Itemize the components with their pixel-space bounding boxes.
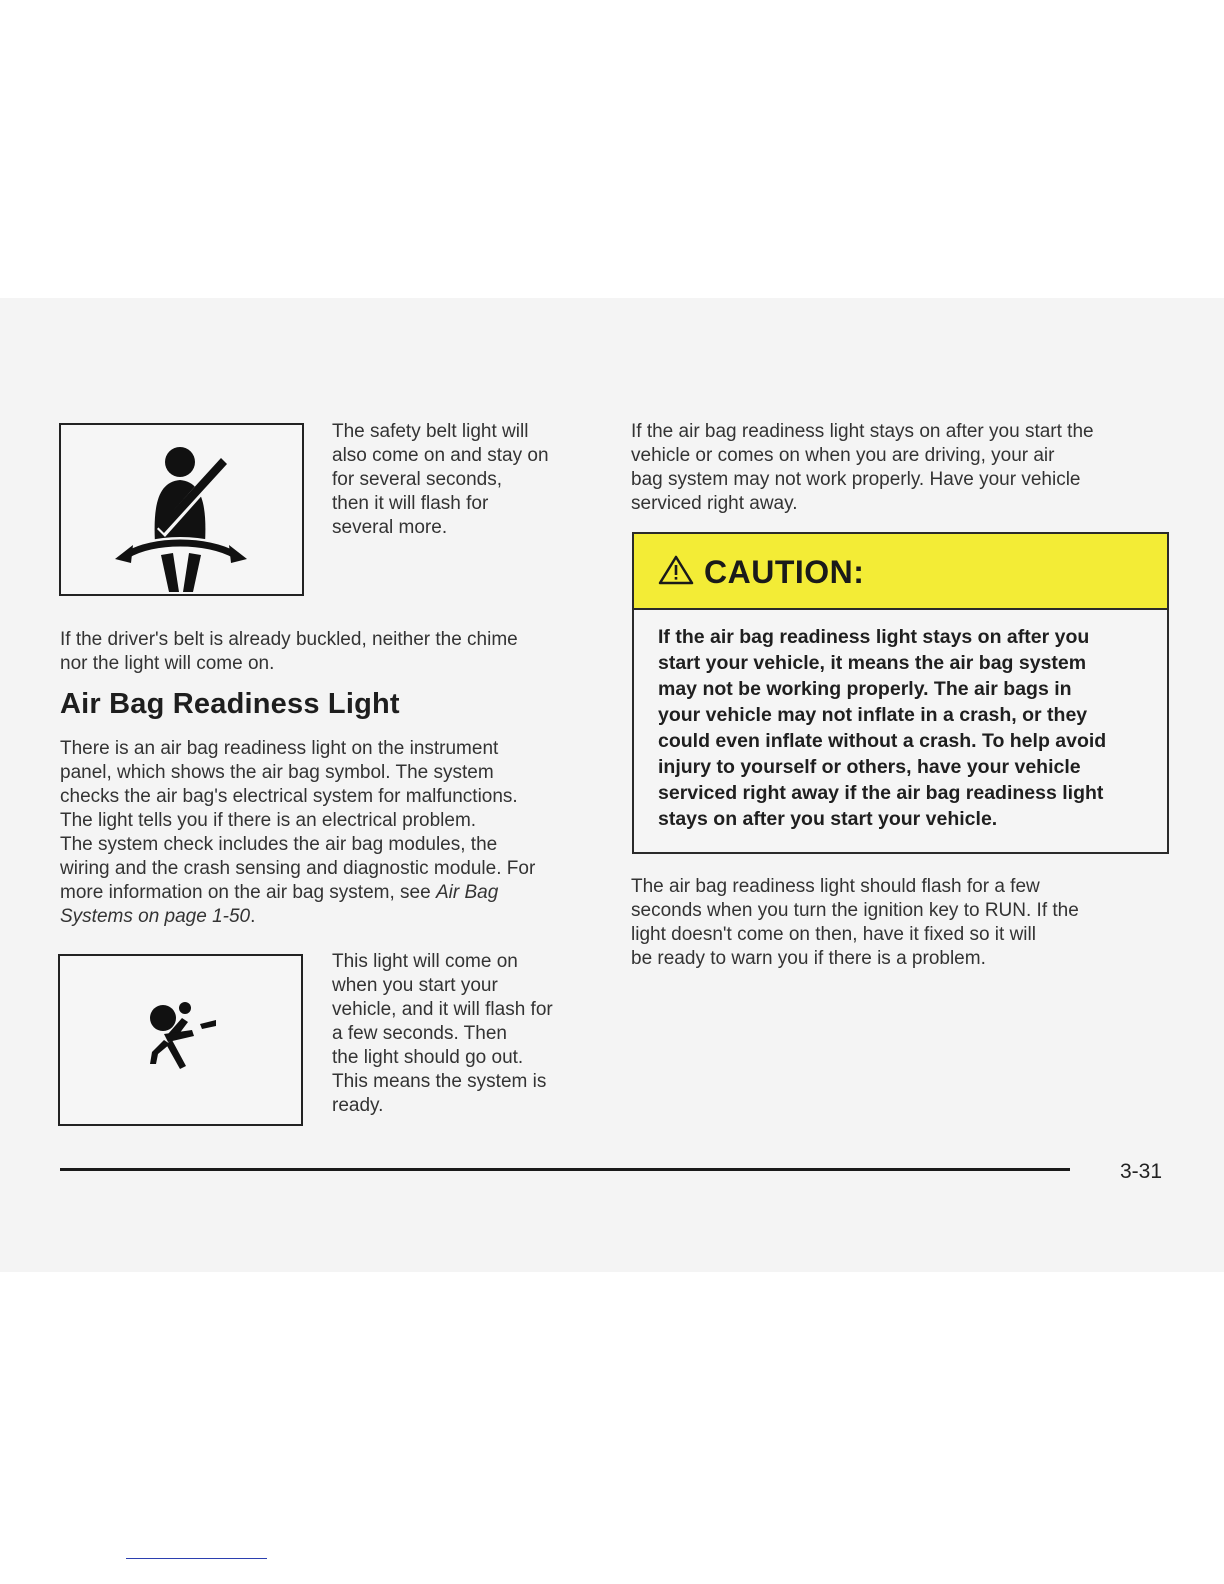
airbag-icon — [60, 956, 301, 1124]
caution-header — [634, 534, 1167, 610]
intro-end: . — [250, 906, 256, 927]
airbag-light-description: This light will come on when you start your vehicle, and it will flash for a few seconds. Then the light should go out. This means the system is ready. — [332, 951, 553, 1116]
air-bag-readiness-intro — [60, 737, 605, 929]
light-stays-on-text: If the air bag readiness light stays on after you start the vehicle or comes on when you are driving, your air bag system may not work properly. Have your vehicle serviced right away. — [631, 421, 1094, 514]
footer-rule — [60, 1168, 1070, 1171]
intro-text: There is an air bag readiness light on the instrument panel, which shows the air bag symbol. The system checks the air bag's electrical system for malfunctions. The light tells you if there is an electrical problem. The system check includes the air bag modules, the wiring and the crash sensing and diagnostic module. For more information on the air bag system, see — [60, 738, 536, 903]
caution-body: If the air bag readiness light stays on after you start your vehicle, it means the air bag system may not be working properly. The air bags in your vehicle may not inflate in a crash, or they could even inflate without a crash. To help avoid injury to yourself or others, have your vehicle serviced right away if the air bag readiness light stays on after you start your vehicle. — [658, 626, 1107, 830]
seat-belt-icon-box — [59, 423, 304, 596]
airbag-icon-box — [58, 954, 303, 1126]
driver-belt-note: If the driver's belt is already buckled, neither the chime nor the light will come on. — [60, 629, 518, 674]
safety-belt-description: The safety belt light will also come on and stay on for several seconds, then it will flash for several more. — [332, 421, 549, 538]
caution-title: CAUTION: — [704, 554, 865, 590]
page-number: 3-31 — [1120, 1160, 1163, 1183]
flash-check-text: The air bag readiness light should flash for a few seconds when you turn the ignition key to RUN. If the light doesn't come on then, have it fixed so it will be ready to warn you if there is a problem. — [631, 876, 1079, 969]
section-title: Air Bag Readiness Light — [60, 688, 400, 720]
warning-triangle-icon — [658, 554, 694, 586]
bottom-link-underline — [126, 1558, 267, 1559]
seat-belt-icon — [61, 425, 302, 594]
cross-reference: Air Bag Systems on page 1-50 — [60, 882, 499, 927]
caution-box — [632, 532, 1169, 854]
